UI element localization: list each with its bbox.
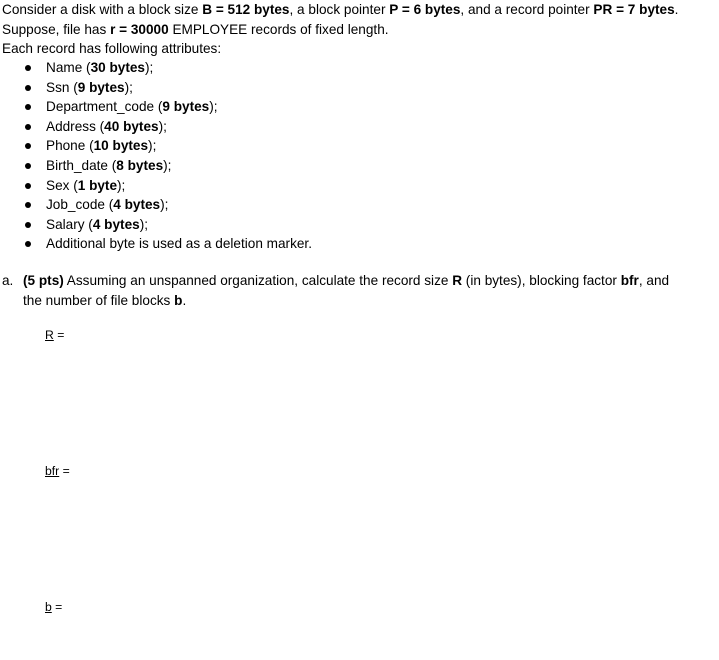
answer-file-blocks <box>45 598 62 618</box>
intro-text: Suppose, file has <box>2 21 111 37</box>
intro-text: . <box>674 2 679 17</box>
bullet-icon <box>25 65 31 71</box>
attribute-end: ); <box>160 197 169 213</box>
attribute-end: ); <box>139 216 149 232</box>
problem-intro <box>2 0 717 59</box>
bullet-icon <box>25 183 31 189</box>
attribute-end: ); <box>163 157 172 173</box>
attribute-size: 8 bytes <box>116 157 164 173</box>
attribute-name: Job_code ( <box>46 197 114 213</box>
question-text-part: the number of file blocks <box>23 292 175 308</box>
list-item <box>25 78 312 98</box>
bullet-icon <box>25 163 31 169</box>
block-size-value: B = 512 bytes <box>202 2 290 17</box>
answer-variable: b <box>45 600 52 614</box>
list-item <box>25 97 312 117</box>
attribute-name: Salary ( <box>46 216 93 232</box>
bullet-icon <box>25 222 31 228</box>
attribute-name: Department_code ( <box>46 99 163 115</box>
question-line-1 <box>23 271 717 291</box>
list-item <box>25 215 312 235</box>
list-item <box>25 117 312 137</box>
attribute-list <box>25 58 312 254</box>
attribute-end: ); <box>124 79 133 95</box>
answer-blocking-factor <box>45 462 70 482</box>
bullet-icon <box>25 104 31 110</box>
attribute-name: Address ( <box>46 118 105 134</box>
record-pointer-value: PR = 7 bytes <box>593 2 675 17</box>
record-count-value: r = 30000 <box>110 21 169 37</box>
points-label: (5 pts) <box>23 273 64 288</box>
attribute-name: Birth_date ( <box>46 157 117 173</box>
question-bold-term: R <box>452 273 463 288</box>
intro-text: , and a record pointer <box>460 2 594 17</box>
attribute-end: ); <box>148 138 157 154</box>
list-item <box>25 195 312 215</box>
attribute-name: Additional byte is used as a deletion marker. <box>46 236 312 252</box>
attribute-size: 9 bytes <box>77 79 125 95</box>
question-label: a. <box>2 273 14 288</box>
list-item <box>25 136 312 156</box>
list-item <box>25 176 312 196</box>
bullet-icon <box>25 202 31 208</box>
attribute-size: 4 bytes <box>113 197 161 213</box>
attribute-end: ); <box>209 99 218 115</box>
question-text-part: . <box>182 292 187 308</box>
attribute-name: Name ( <box>46 60 91 75</box>
answer-variable: bfr <box>45 464 60 478</box>
question-text-part: , and <box>638 273 670 288</box>
question-text-part: (in bytes), blocking factor <box>462 273 621 288</box>
list-item <box>25 58 312 78</box>
bullet-icon <box>25 241 31 247</box>
intro-line-disk-params <box>2 0 717 20</box>
attribute-name: Ssn ( <box>46 79 78 95</box>
bullet-icon <box>25 124 31 130</box>
question-text <box>23 271 717 310</box>
attribute-name: Phone ( <box>46 138 94 154</box>
intro-line-records <box>2 20 717 40</box>
intro-text: , a block pointer <box>289 2 390 17</box>
attribute-end: ); <box>145 60 154 75</box>
attribute-size: 10 bytes <box>93 138 149 154</box>
question-bold-term: b <box>174 292 183 308</box>
intro-text: EMPLOYEE records of fixed length. <box>168 21 389 37</box>
question-bold-term: bfr <box>620 273 639 288</box>
list-item <box>25 156 312 176</box>
answer-equals: = <box>59 464 70 478</box>
block-pointer-value: P = 6 bytes <box>389 2 461 17</box>
bullet-icon <box>25 143 31 149</box>
attribute-name: Sex ( <box>46 177 78 193</box>
attribute-size: 4 bytes <box>92 216 140 232</box>
attribute-size: 9 bytes <box>162 99 210 115</box>
question-text-part: Assuming an unspanned organization, calculate the record size <box>63 273 453 288</box>
intro-line-attributes-heading: Each record has following attributes: <box>2 41 222 57</box>
answer-record-size <box>45 326 64 346</box>
attribute-size: 30 bytes <box>90 60 145 75</box>
attribute-end: ); <box>117 177 126 193</box>
attribute-size: 1 byte <box>77 177 118 193</box>
attribute-end: ); <box>158 118 167 134</box>
attribute-size: 40 bytes <box>104 118 159 134</box>
answer-variable: R <box>45 328 54 342</box>
list-item <box>25 234 312 254</box>
bullet-icon <box>25 85 31 91</box>
intro-text: Consider a disk with a block size <box>2 2 203 17</box>
answer-equals: = <box>51 600 63 614</box>
answer-equals: = <box>53 328 65 342</box>
question-line-2 <box>23 291 717 311</box>
